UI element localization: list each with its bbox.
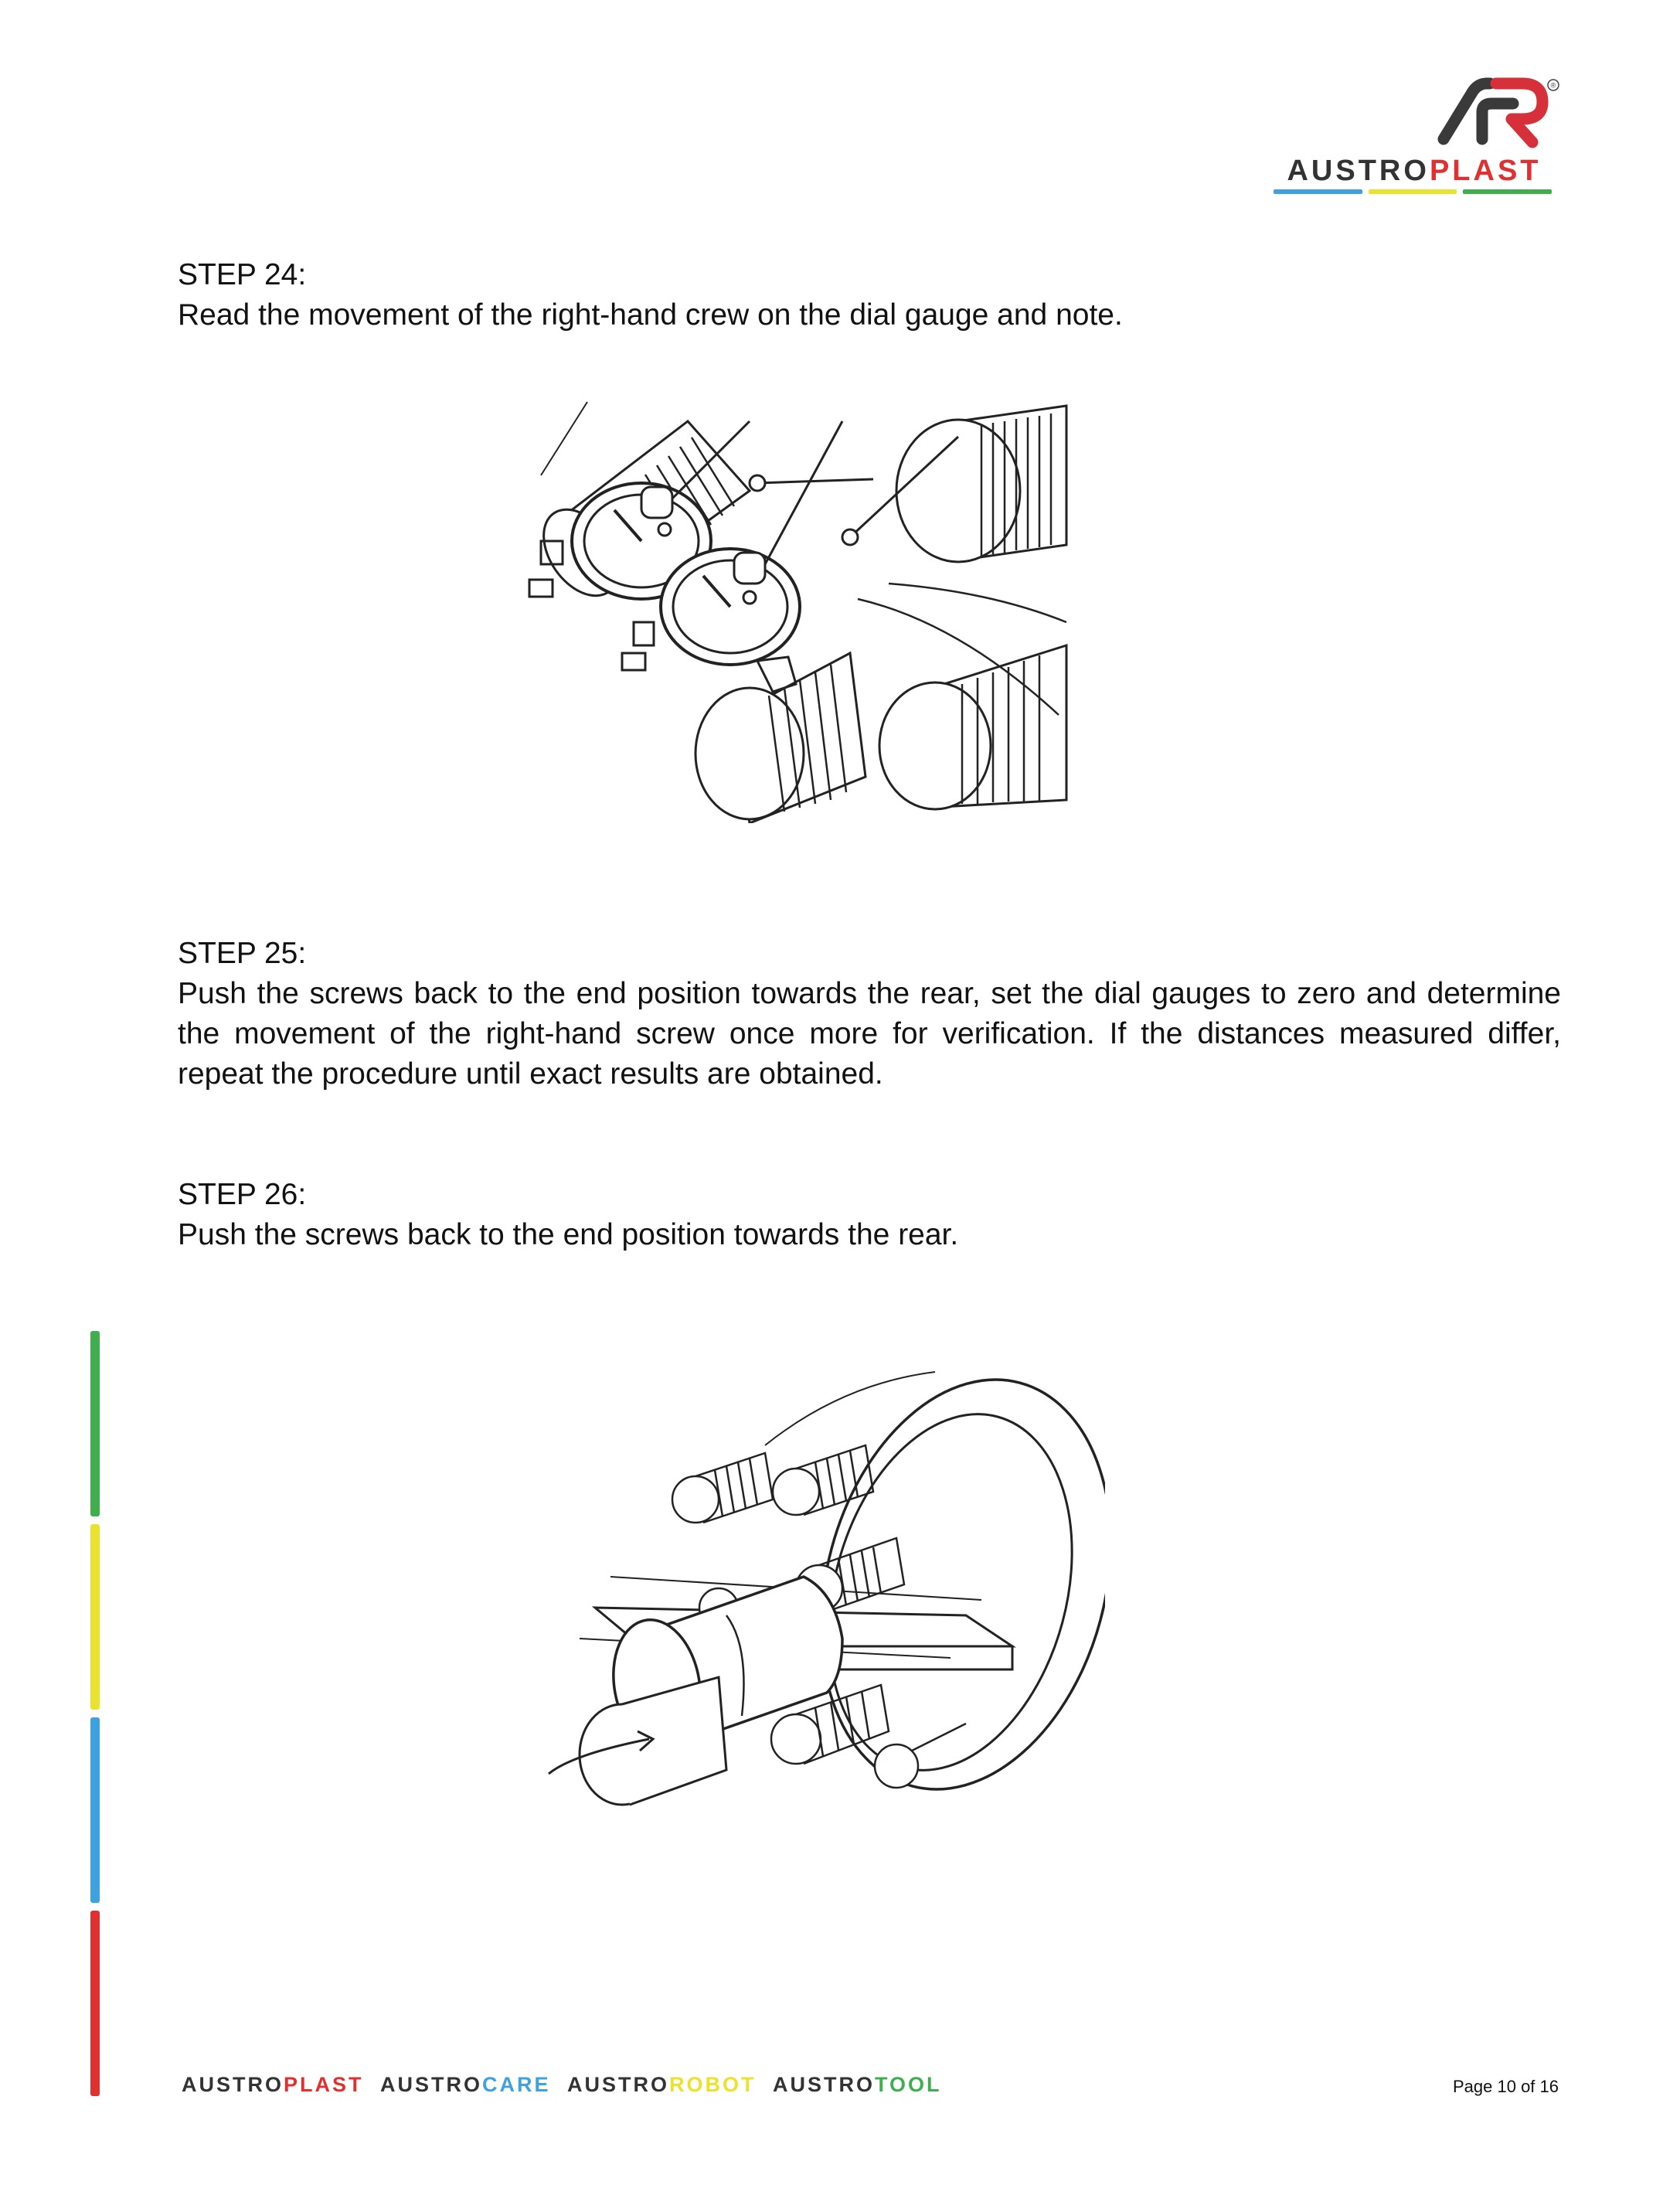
footer-brand-austroplast: AUSTROPLAST [182,2073,364,2096]
footer-brand-list [182,2073,951,2097]
lower-screws [695,645,1066,823]
logo-wordmark [1267,155,1561,188]
logo-color-bars [1274,189,1552,194]
step-body: Push the screws back to the end position towards the rear, set the dial gauges to zero and determine the movement of the right-hand screw once more for verification. If the distances measured differ, repeat the procedure until exact results are obtained. [178,977,1561,1091]
registered-mark: ® [1550,81,1556,90]
dial-gauge-drawing-icon [525,390,1082,823]
page-number: Page 10 of 16 [1453,2077,1559,2096]
step-title: STEP 26: [178,1178,307,1211]
austroplast-logo [1267,77,1576,193]
dial-gauge-illustration [525,390,1082,823]
step-title: STEP 24: [178,258,307,291]
step-title: STEP 25: [178,937,307,970]
screws-drawing-icon [533,1353,1105,1855]
footer-brand-austrorobot: AUSTROROBOT [567,2073,757,2096]
step-24 [178,255,1561,335]
logo-bar-green [1463,189,1552,194]
step-25 [178,934,1561,1094]
side-bar-green [90,1331,100,1516]
ar-logo-mark-icon [1436,77,1559,151]
logo-bar-yellow [1369,189,1457,194]
upper-right-screw [896,406,1066,562]
side-bar-yellow [90,1524,100,1710]
step-body: Read the movement of the right-hand crew on the dial gauge and note. [178,298,1123,332]
step-body: Push the screws back to the end position towards the rear. [178,1218,959,1251]
screws-push-back-illustration [533,1353,1105,1855]
side-bar-blue [90,1717,100,1903]
logo-suffix: PLAST [1429,155,1542,187]
step-26 [178,1175,1561,1255]
side-bar-red [90,1911,100,2096]
logo-prefix: AUSTRO [1287,155,1430,187]
logo-bar-blue [1274,189,1362,194]
footer-brand-austrotool: AUSTROTOOL [773,2073,942,2096]
footer-brand-austrocare: AUSTROCARE [380,2073,551,2096]
